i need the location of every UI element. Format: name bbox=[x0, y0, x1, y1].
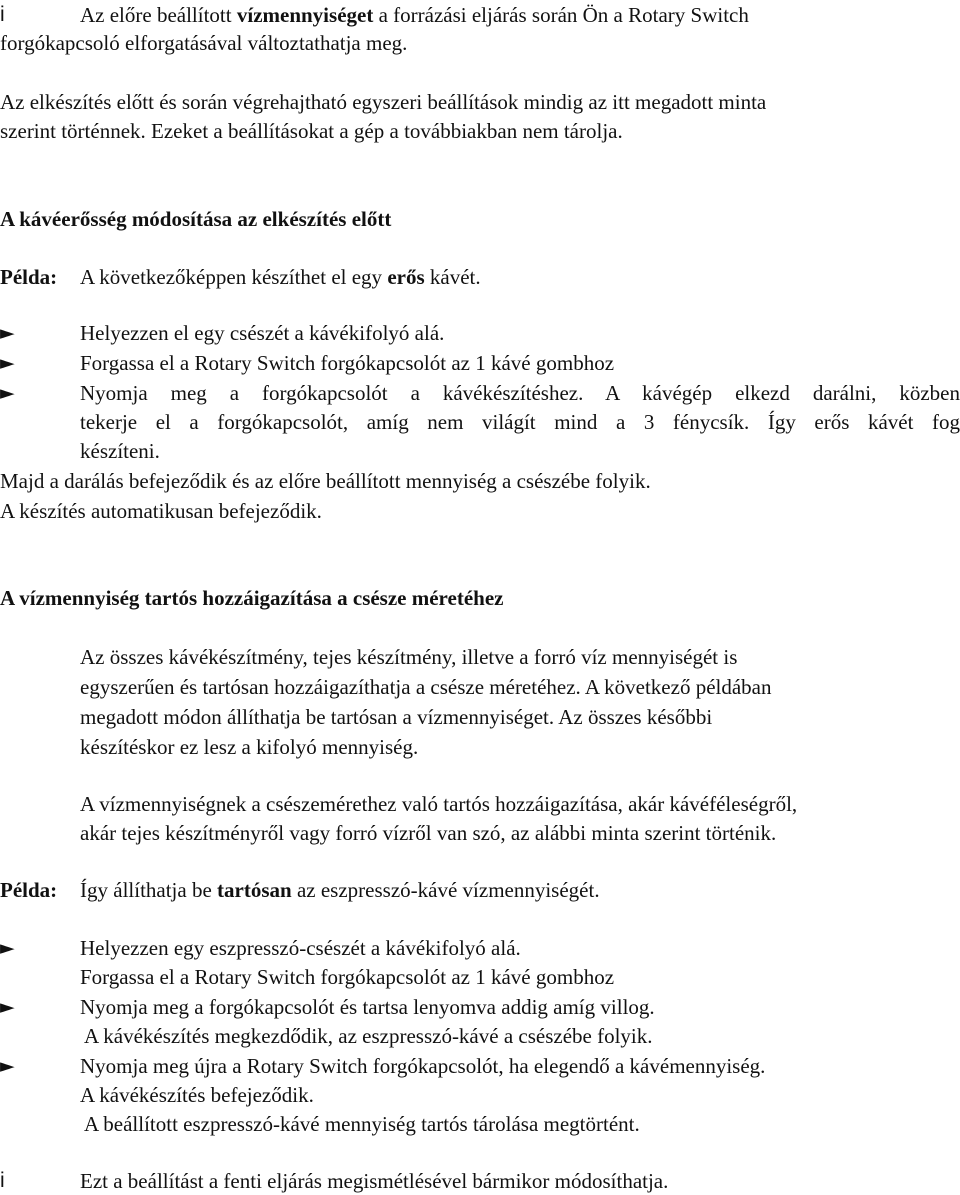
intro-text-c: a forrázási eljárás során Ön a Rotary Switch bbox=[373, 3, 749, 27]
paragraph-line: A vízmennyiségnek a csészemérethez való tartós hozzáigazítása, akár kávéféleségről, bbox=[80, 792, 798, 816]
intro-text-bold: vízmennyiséget bbox=[236, 3, 374, 27]
example-text-a: Így állíthatja be bbox=[80, 878, 218, 902]
after-text-2: A készítés automatikusan befejeződik. bbox=[0, 499, 322, 523]
bullet-arrow-icon: ► bbox=[0, 382, 15, 404]
intro-line-1 bbox=[80, 2, 749, 28]
example-label: Példa: bbox=[0, 265, 58, 289]
step-item-continued: A beállított eszpresszó-kávé mennyiség tartós tárolása megtörtént. bbox=[84, 1112, 640, 1136]
bullet-arrow-icon: ► bbox=[0, 352, 15, 374]
intro-line-2: forgókapcsoló elforgatásával változtathatja meg. bbox=[0, 31, 408, 55]
step-item: Helyezzen el egy csészét a kávékifolyó alá. bbox=[80, 321, 445, 345]
paragraph-line: egyszerűen és tartósan hozzáigazíthatja a csésze méretéhez. A következő példában bbox=[80, 675, 772, 699]
notice-line-2: szerint történnek. Ezeket a beállításokat a gép a továbbiakban nem tárolja. bbox=[0, 119, 623, 143]
paragraph-line: készítéskor ez lesz a kifolyó mennyiség. bbox=[80, 735, 419, 759]
step-item: Nyomja meg újra a Rotary Switch forgókapcsolót, ha elegendő a kávémennyiség. bbox=[80, 1054, 766, 1078]
example-text-c: kávét. bbox=[424, 265, 481, 289]
footer-text: Ezt a beállítást a fenti eljárás megismétlésével bármikor módosíthatja. bbox=[80, 1169, 669, 1193]
step-item-continued: készíteni. bbox=[80, 439, 160, 463]
example-label: Példa: bbox=[0, 878, 58, 902]
example-text-bold: tartósan bbox=[217, 878, 292, 902]
step-item-continued: A kávékészítés befejeződik. bbox=[80, 1083, 314, 1107]
paragraph-line: Az összes kávékészítmény, tejes készítmény, illetve a forró víz mennyiségét is bbox=[80, 645, 738, 669]
bullet-arrow-icon: ► bbox=[0, 1055, 15, 1077]
example-text-a: A következőképpen készíthet el egy bbox=[80, 265, 388, 289]
example-text bbox=[80, 877, 600, 903]
step-item-continued: Forgassa el a Rotary Switch forgókapcsolót az 1 kávé gombhoz bbox=[80, 965, 615, 989]
step-item-continued: tekerje el a forgókapcsolót, amíg nem világít mind a 3 fénycsík. Így erős kávét fog bbox=[80, 410, 960, 434]
step-item: Nyomja meg a forgókapcsolót és tartsa lenyomva addig amíg villog. bbox=[80, 995, 655, 1019]
notice-line-1: Az elkészítés előtt és során végrehajtható egyszeri beállítások mindig az itt megadott minta bbox=[0, 90, 767, 114]
info-icon: i bbox=[0, 3, 5, 26]
step-item: Nyomja meg a forgókapcsolót a kávékészítéshez. A kávégép elkezd darálni, közben bbox=[80, 381, 960, 405]
example-text bbox=[80, 264, 481, 290]
bullet-arrow-icon: ► bbox=[0, 322, 15, 344]
example-text-c: az eszpresszó-kávé vízmennyiségét. bbox=[291, 878, 600, 902]
example-text-bold: erős bbox=[387, 265, 425, 289]
step-item-continued: A kávékészítés megkezdődik, az eszpresszó-kávé a csészébe folyik. bbox=[84, 1024, 653, 1048]
intro-text-a: Az előre beállított bbox=[80, 3, 237, 27]
section-heading-strength: A kávéerősség módosítása az elkészítés előtt bbox=[0, 207, 392, 231]
paragraph-line: akár tejes készítményről vagy forró vízről van szó, az alábbi minta szerint történik. bbox=[80, 821, 777, 845]
bullet-arrow-icon: ► bbox=[0, 996, 15, 1018]
info-icon: i bbox=[0, 1169, 5, 1192]
step-item: Helyezzen egy eszpresszó-csészét a kávékifolyó alá. bbox=[80, 936, 521, 960]
section-heading-water: A vízmennyiség tartós hozzáigazítása a csésze méretéhez bbox=[0, 586, 504, 610]
bullet-arrow-icon: ► bbox=[0, 937, 15, 959]
after-text-1: Majd a darálás befejeződik és az előre beállított mennyiség a csészébe folyik. bbox=[0, 469, 651, 493]
paragraph-line: megadott módon állíthatja be tartósan a vízmennyiséget. Az összes későbbi bbox=[80, 705, 713, 729]
step-item: Forgassa el a Rotary Switch forgókapcsolót az 1 kávé gombhoz bbox=[80, 351, 615, 375]
